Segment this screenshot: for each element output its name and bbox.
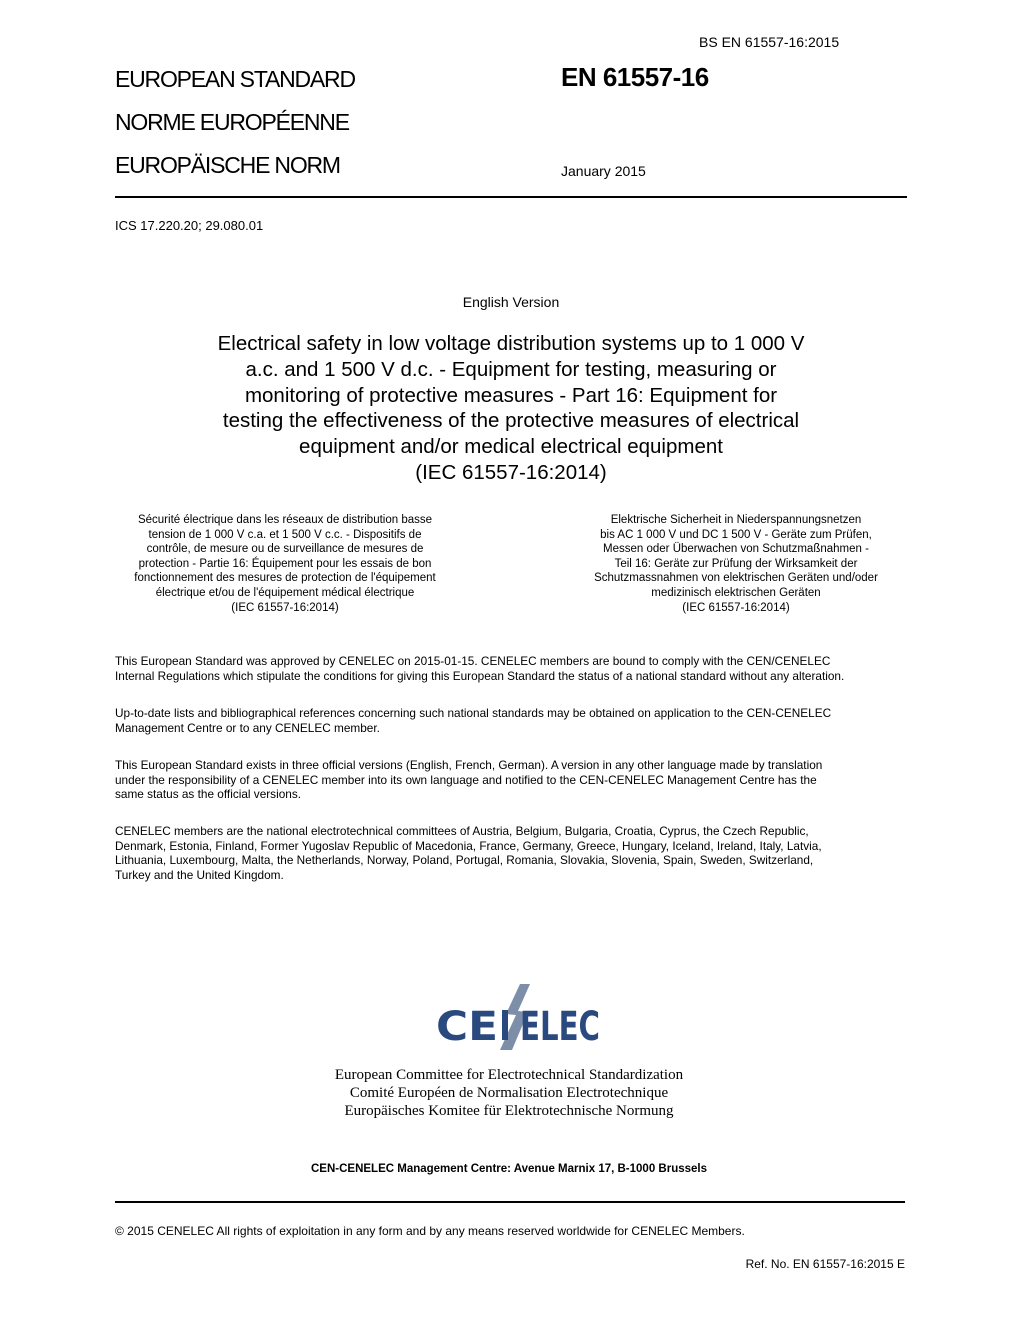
title-english: EUROPEAN STANDARD [115,66,355,92]
french-title-line: fonctionnement des mesures de protection de l'équipement [134,572,436,585]
main-title-line: testing the effectiveness of the protective measures of electrical [222,409,800,433]
german-title-line: (IEC 61557-16:2014) [682,601,790,614]
german-title [566,513,906,615]
approval-paragraph [115,654,915,683]
paragraph-line: Internal Regulations which stipulate the conditions for giving this European Standard the status of a national standard without any alteration. [115,668,845,683]
french-title-line: tension de 1 000 V c.a. et 1 500 V c.c. - Dispositifs de [148,528,422,541]
paragraph-line: Management Centre or to any CENELEC member. [115,720,380,735]
version-label: English Version [462,294,560,310]
cenelec-logo [436,982,606,1052]
logo-text-left: CE [436,1004,498,1050]
committee-names [0,1066,1018,1120]
german-title-line: Messen oder Überwachen von Schutzmaßnahmen - [603,543,869,556]
french-title-line: contrôle, de mesure ou de surveillance de mesures de [146,543,424,556]
german-title-line: medizinisch elektrischen Geräten [651,586,821,599]
french-title [115,513,455,615]
paragraph-line: This European Standard was approved by CENELEC on 2015-01-15. CENELEC members are bound to comply with the CEN/CENELEC [115,654,831,668]
paragraph-line: This European Standard exists in three official versions (English, French, German). A version in any other language made by translation [115,758,823,772]
french-title-line: Sécurité électrique dans les réseaux de distribution basse [137,514,433,526]
paragraph-line: CENELEC members are the national electrotechnical committees of Austria, Belgium, Bulgaria, Croatia, Cyprus, the Czech Republic, [115,824,809,838]
references-paragraph [115,706,915,735]
title-french: NORME EUROPÉENNE [115,109,349,135]
committee-name-english: European Committee for Electrotechnical Standardization [334,1067,684,1083]
paragraph-line: under the responsibility of a CENELEC member into its own language and notified to the CEN-CENELEC Management Centre has the [115,772,817,787]
main-title-line: a.c. and 1 500 V d.c. - Equipment for testing, measuring or [245,357,777,381]
main-title-line: Electrical safety in low voltage distribution systems up to 1 000 V [217,332,805,355]
ics-code: ICS 17.220.20; 29.080.01 [115,218,264,233]
paragraph-line: same status as the official versions. [115,787,301,802]
logo-text-right: ELEC [520,1004,600,1050]
title-german: EUROPÄISCHE NORM [115,152,340,178]
german-title-line: Teil 16: Geräte zur Prüfung der Wirksamkeit der [614,557,858,570]
main-title [150,331,872,486]
paragraph-line: Denmark, Estonia, Finland, Former Yugoslav Republic of Macedonia, France, Germany, Greece, Hungary, Iceland, Ireland, Italy, Latvia, [115,838,822,853]
publication-date: January 2015 [561,163,646,179]
french-title-line: protection - Partie 16: Équipement pour les essais de bon [138,557,432,570]
standard-number: EN 61557-16 [561,62,709,92]
german-title-line: Elektrische Sicherheit in Niederspannungsnetzen [610,514,862,526]
top-divider [115,196,907,198]
main-title-line: (IEC 61557-16:2014) [415,460,607,484]
main-title-line: equipment and/or medical electrical equipment [299,435,723,459]
versions-paragraph [115,758,915,802]
management-centre-address: CEN-CENELEC Management Centre: Avenue Marnix 17, B-1000 Brussels [310,1163,707,1175]
reference-number: Ref. No. EN 61557-16:2015 E [745,1257,905,1271]
paragraph-line: Up-to-date lists and bibliographical references concerning such national standards may be obtained on application to the CEN-CENELEC [115,706,832,720]
paragraph-line: Lithuania, Luxembourg, Malta, the Netherlands, Norway, Poland, Portugal, Romania, Slovakia, Slovenia, Spain, Sweden, Switzerland, [115,853,814,868]
members-paragraph [115,824,915,882]
french-title-line: (IEC 61557-16:2014) [231,601,339,614]
main-title-line: monitoring of protective measures - Part 16: Equipment for [244,383,778,407]
bottom-divider [115,1201,905,1203]
french-title-line: électrique et/ou de l'équipement médical électrique [155,586,415,599]
german-title-line: bis AC 1 000 V und DC 1 500 V - Geräte zum Prüfen, [600,528,872,541]
paragraph-line: Turkey and the United Kingdom. [115,867,284,882]
committee-name-french: Comité Européen de Normalisation Electrotechnique [349,1085,669,1101]
copyright-notice: © 2015 CENELEC All rights of exploitation in any form and by any means reserved worldwide for CENELEC Members. [115,1224,745,1238]
committee-name-german: Europäisches Komitee für Elektrotechnische Normung [344,1103,674,1119]
logo-n-stem [502,1010,508,1040]
bs-reference: BS EN 61557-16:2015 [699,34,840,50]
german-title-line: Schutzmassnahmen von elektrischen Geräten und/oder [594,572,878,585]
